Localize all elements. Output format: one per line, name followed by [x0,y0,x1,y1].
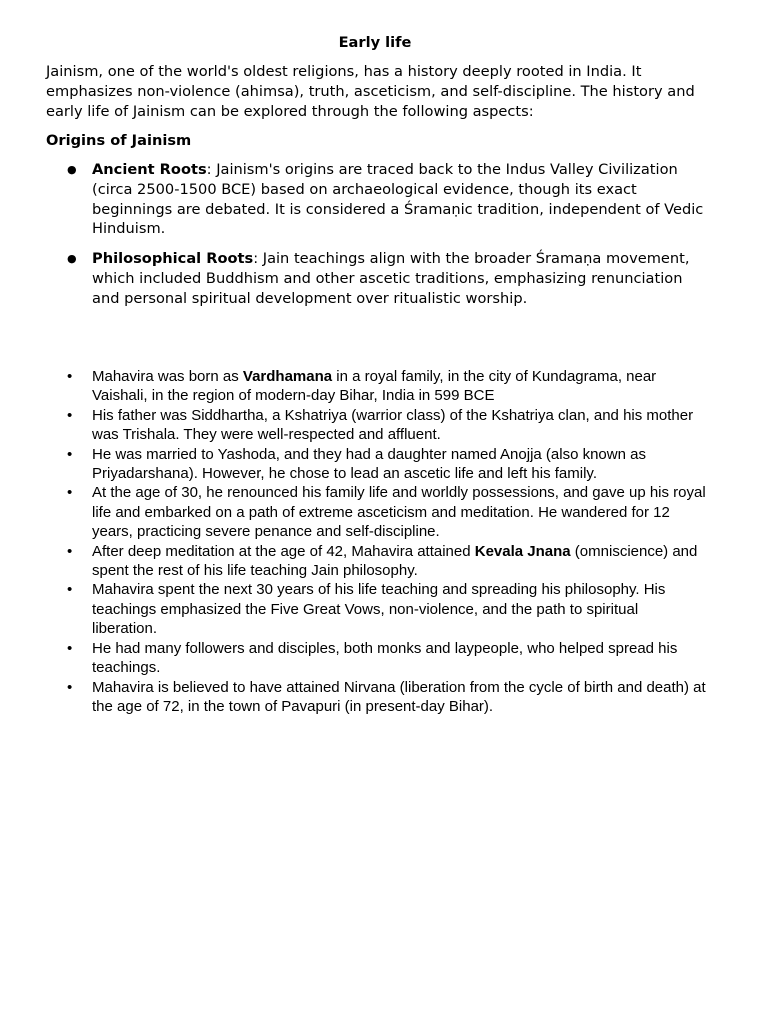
list-item [46,678,706,717]
bullet-icon: • [67,445,73,463]
list-item-term: Ancient Roots [92,161,207,178]
list-item-text: : Jainism's origins are traced back to the Indus Valley Civilization (circa 2500-1500 BCE) based on archaeological evidence, though its exact beginnings are debated. It is considered a Śramaṇic tradition, independent of Vedic Hinduism. [92,161,704,238]
bullet-icon: • [67,639,73,657]
list-item-text: After deep meditation at the age of 42, Mahavira attained [92,542,475,560]
section-heading: Origins of Jainism [46,132,192,149]
list-item-emphasis: Kevala Jnana [474,542,571,560]
list-item-text: At the age of 30, he renounced his family life and worldly possessions, and gave up his royal life and embarked on a path of extreme asceticism and meditation. He wandered for 12 years, practicing severe penance and self-discipline. [92,484,706,541]
intro-paragraph: Jainism, one of the world's oldest religions, has a history deeply rooted in India. It emphasizes non-violence (ahimsa), truth, asceticism, and self-discipline. The history and early life of Jainism can be explored through the following aspects: [46,63,695,120]
list-item [46,160,706,239]
list-item-text: Mahavira was born as [92,368,243,385]
bullet-icon: • [67,368,73,385]
list-item-text: : Jain teachings align with the broader Śramaṇa movement, which included Buddhism and other ascetic traditions, emphasizing renunciation and personal spiritual development over ritualistic worship. [92,250,690,307]
list-item [46,542,706,581]
list-item [46,367,706,406]
list-item [46,445,706,484]
bullet-icon: ● [67,163,77,176]
list-item-text: (omniscience) and spent the rest of his life teaching Jain philosophy. [92,542,698,580]
list-item-text: He was married to Yashoda, and they had a daughter named Anojja (also known as Priyadarshana). However, he chose to lead an ascetic life and left his family. [92,445,646,483]
bullet-icon: • [67,678,73,696]
bullet-icon: • [67,406,73,424]
list-item [46,249,706,308]
list-item [46,580,706,638]
list-item [46,483,706,541]
list-item [46,406,706,445]
list-item [46,639,706,678]
mahavira-list [46,367,706,716]
bullet-icon: • [67,581,73,599]
list-item-text: His father was Siddhartha, a Kshatriya (warrior class) of the Kshatriya clan, and his mother was Trishala. They were well-respected and affluent. [92,406,694,444]
bullet-icon: ● [67,252,77,266]
list-item-text: He had many followers and disciples, both monks and laypeople, who helped spread his teachings. [92,639,678,677]
list-item-text: Mahavira is believed to have attained Nirvana (liberation from the cycle of birth and death) at the age of 72, in the town of Pavapuri (in present-day Bihar). [92,678,706,715]
bullet-icon: • [67,484,73,502]
list-item-term: Philosophical Roots [92,250,254,268]
bullet-icon: • [67,542,73,560]
origins-list [46,160,706,319]
page-title: Early life [338,34,412,51]
list-item-emphasis: Vardhamana [242,368,333,385]
list-item-text: Mahavira spent the next 30 years of his life teaching and spreading his philosophy. His teachings emphasized the Five Great Vows, non-violence, and the path to spiritual liberation. [92,581,666,638]
list-item-text: in a royal family, in the city of Kundagrama, near Vaishali, in the region of modern-day Bihar, India in 599 BCE [92,368,657,405]
